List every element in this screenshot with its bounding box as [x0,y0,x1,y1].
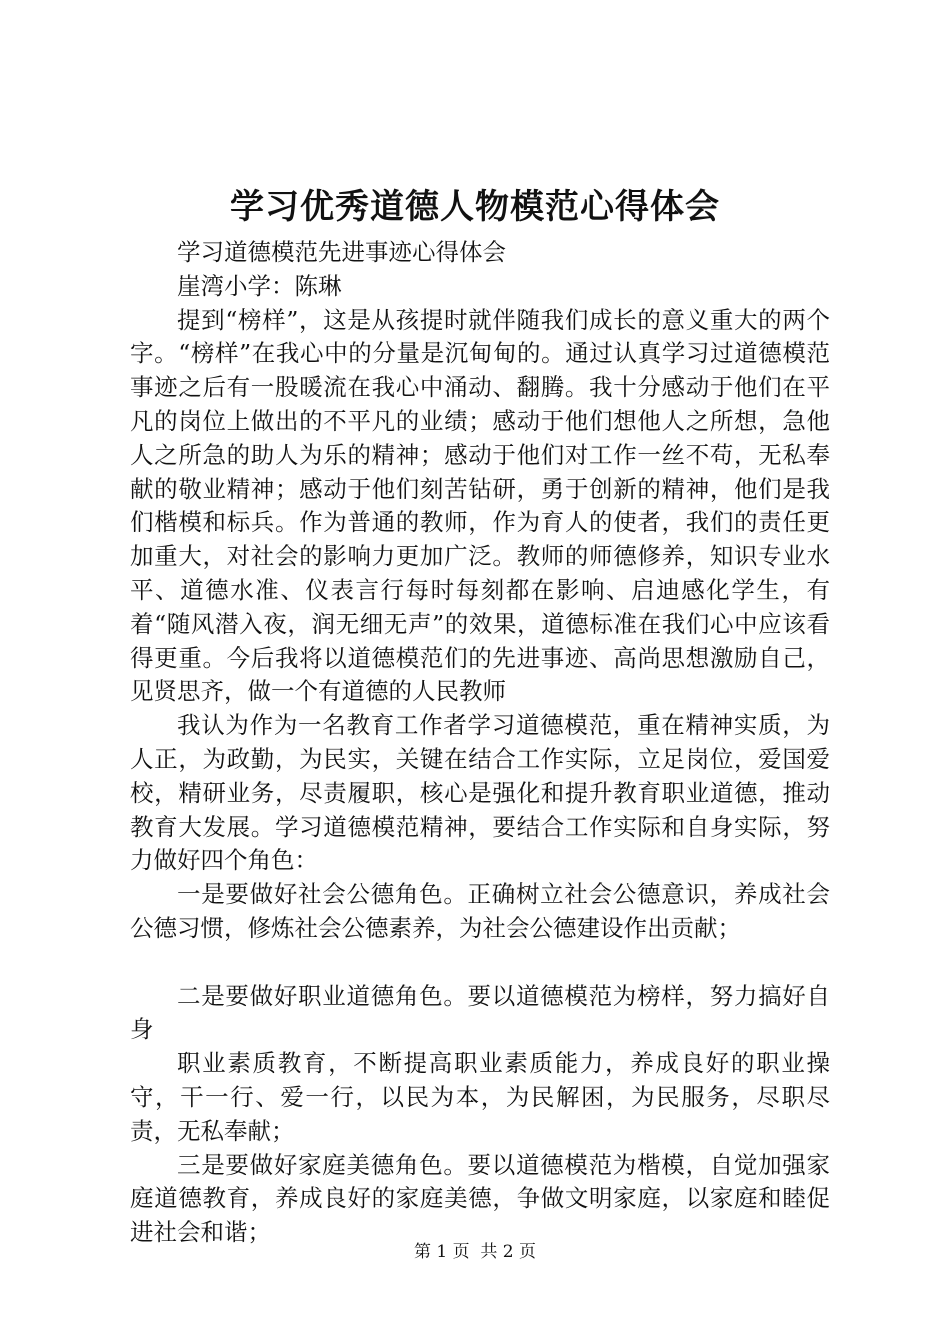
author-line: 崖湾小学：陈琳 [177,271,342,300]
page-total: 共 2 页 [480,1242,537,1262]
body-paragraph: 提到“榜样”，这是从孩提时就伴随我们成长的意义重大的两个字。“榜样”在我心中的分量是沉甸甸的。通过认真学习过道德模范事迹之后有一股暖流在我心中涌动、翻腾。我十分感动于他们在平凡的岗位上做出的不平凡的业绩；感动于他们想他人之所想，急他人之所急的助人为乐的精神；感动于他们对工作一丝不苟，无私奉献的敬业精神；感动于他们刻苦钻研，勇于创新的精神，他们是我们楷模和标兵。作为普通的教师，作为育人的使者，我们的责任更加重大，对社会的影响力更加广泛。教师的师德修养，知识专业水平、道德水准、仪表言行每时每刻都在影响、启迪感化学生，有着“随风潜入夜，润无细无声”的效果，道德标准在我们心中应该看得更重。今后我将以道德模范们的先进事迹、高尚思想激励自己，见贤思齐，做一个有道德的人民教师 [130,305,830,706]
document-body [130,236,830,1250]
body-paragraph: 三是要做好家庭美德角色。要以道德模范为楷模，自觉加强家庭道德教育，养成良好的家庭美德，争做文明家庭，以家庭和睦促进社会和谐； [130,1150,830,1247]
body-paragraph: 职业素质教育，不断提高职业素质能力，养成良好的职业操守，干一行、爱一行，以民为本，为民解困，为民服务，尽职尽责，无私奉献； [130,1049,830,1145]
page-footer [0,1240,950,1264]
subtitle-paragraph: 学习道德模范先进事迹心得体会 [177,238,506,266]
body-paragraph: 我认为作为一名教育工作者学习道德模范，重在精神实质，为人正，为政勤，为民实，关键在结合工作实际，立足岗位，爱国爱校，精研业务，尽责履职，核心是强化和提升教育职业道德，推动教育大发展。学习道德模范精神，要结合工作实际和自身实际，努力做好四个角色： [130,711,830,875]
document-title: 学习优秀道德人物模范心得体会 [230,187,720,227]
body-paragraph: 二是要做好职业道德角色。要以道德模范为榜样，努力搞好自身 [130,981,830,1044]
body-paragraph: 一是要做好社会公德角色。正确树立社会公德意识，养成社会公德习惯，修炼社会公德素养，为社会公德建设作出贡献； [130,880,830,942]
page-number: 第 1 页 [413,1242,470,1262]
